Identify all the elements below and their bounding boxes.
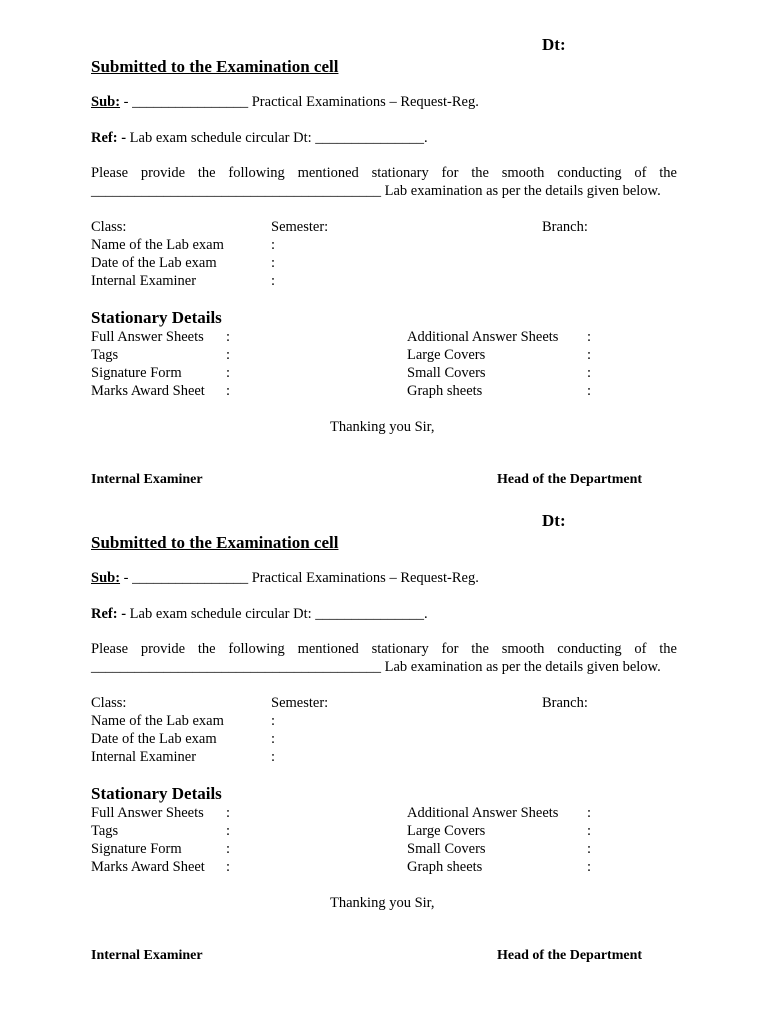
- request-form-2: [0, 476, 768, 963]
- stationary-item-label: Full Answer Sheets: [91, 805, 204, 821]
- exam-date-separator: :: [271, 255, 276, 271]
- form-heading: Submitted to the Examination cell: [91, 57, 339, 76]
- exam-name-label: Name of the Lab exam: [91, 237, 224, 253]
- stationary-item-separator: :: [226, 823, 231, 839]
- stationary-item-label: Signature Form: [91, 841, 182, 857]
- request-line-1: Please provide the following mentioned stationary for the smooth conducting of the: [91, 165, 677, 181]
- internal-examiner-label: Internal Examiner: [91, 273, 197, 289]
- subject-text: - ________________ Practical Examinations – Request-Reg.: [120, 570, 479, 586]
- subject-text: - ________________ Practical Examinations – Request-Reg.: [120, 94, 479, 110]
- signature-head-of-department: Head of the Department: [497, 948, 643, 963]
- request-line-2: ________________________________________ Lab examination as per the details given below.: [91, 659, 661, 675]
- signature-internal-examiner: Internal Examiner: [91, 472, 203, 487]
- stationary-item-separator: :: [587, 329, 592, 345]
- stationary-item-label: Signature Form: [91, 365, 182, 381]
- stationary-item-label: Additional Answer Sheets: [407, 329, 559, 345]
- subject-line: [91, 93, 479, 111]
- internal-examiner-separator: :: [271, 749, 276, 765]
- internal-examiner-separator: :: [271, 273, 276, 289]
- stationary-item-separator: :: [226, 805, 231, 821]
- reference-label: Ref: -: [91, 606, 127, 622]
- stationary-item-separator: :: [587, 823, 592, 839]
- stationary-item-separator: :: [226, 383, 231, 399]
- exam-name-separator: :: [271, 713, 276, 729]
- stationary-item-label: Tags: [91, 347, 119, 363]
- stationary-item-label: Large Covers: [407, 347, 486, 363]
- closing-text: Thanking you Sir,: [330, 895, 435, 911]
- class-label: Class:: [91, 695, 127, 711]
- stationary-item-label: Graph sheets: [407, 383, 483, 399]
- reference-label: Ref: -: [91, 130, 127, 146]
- stationary-item-label: Full Answer Sheets: [91, 329, 204, 345]
- signature-internal-examiner: Internal Examiner: [91, 948, 203, 963]
- subject-line: [91, 569, 479, 587]
- subject-label: Sub:: [91, 94, 121, 110]
- reference-text: Lab exam schedule circular Dt: _______________.: [126, 606, 428, 622]
- date-label: Dt:: [542, 35, 566, 54]
- semester-label: Semester:: [271, 219, 329, 235]
- stationary-item-separator: :: [587, 841, 592, 857]
- stationary-item-label: Tags: [91, 823, 119, 839]
- branch-label: Branch:: [542, 219, 588, 235]
- exam-date-label: Date of the Lab exam: [91, 731, 217, 747]
- date-label: Dt:: [542, 511, 566, 530]
- stationary-item-label: Marks Award Sheet: [91, 859, 205, 875]
- semester-label: Semester:: [271, 695, 329, 711]
- stationary-item-label: Marks Award Sheet: [91, 383, 205, 399]
- reference-line: [91, 129, 428, 147]
- request-line-2: ________________________________________ Lab examination as per the details given below.: [91, 183, 661, 199]
- stationary-item-separator: :: [587, 347, 592, 363]
- branch-label: Branch:: [542, 695, 588, 711]
- stationary-item-separator: :: [226, 329, 231, 345]
- stationary-details-title: Stationary Details: [91, 784, 222, 803]
- exam-date-separator: :: [271, 731, 276, 747]
- stationary-item-label: Small Covers: [407, 841, 486, 857]
- stationary-item-separator: :: [226, 841, 231, 857]
- stationary-item-separator: :: [587, 805, 592, 821]
- internal-examiner-label: Internal Examiner: [91, 749, 197, 765]
- request-line-1: Please provide the following mentioned stationary for the smooth conducting of the: [91, 641, 677, 657]
- form-heading: Submitted to the Examination cell: [91, 533, 339, 552]
- stationary-item-separator: :: [587, 365, 592, 381]
- reference-text: Lab exam schedule circular Dt: _______________.: [126, 130, 428, 146]
- request-form-1: [0, 0, 768, 487]
- exam-name-label: Name of the Lab exam: [91, 713, 224, 729]
- stationary-item-separator: :: [587, 859, 592, 875]
- stationary-item-label: Small Covers: [407, 365, 486, 381]
- closing-text: Thanking you Sir,: [330, 419, 435, 435]
- stationary-item-separator: :: [226, 347, 231, 363]
- stationary-details-title: Stationary Details: [91, 308, 222, 327]
- stationary-item-label: Large Covers: [407, 823, 486, 839]
- stationary-item-label: Graph sheets: [407, 859, 483, 875]
- signature-head-of-department: Head of the Department: [497, 472, 643, 487]
- stationary-item-separator: :: [226, 859, 231, 875]
- stationary-item-separator: :: [587, 383, 592, 399]
- stationary-item-separator: :: [226, 365, 231, 381]
- exam-date-label: Date of the Lab exam: [91, 255, 217, 271]
- class-label: Class:: [91, 219, 127, 235]
- subject-label: Sub:: [91, 570, 121, 586]
- exam-name-separator: :: [271, 237, 276, 253]
- stationary-item-label: Additional Answer Sheets: [407, 805, 559, 821]
- reference-line: [91, 605, 428, 623]
